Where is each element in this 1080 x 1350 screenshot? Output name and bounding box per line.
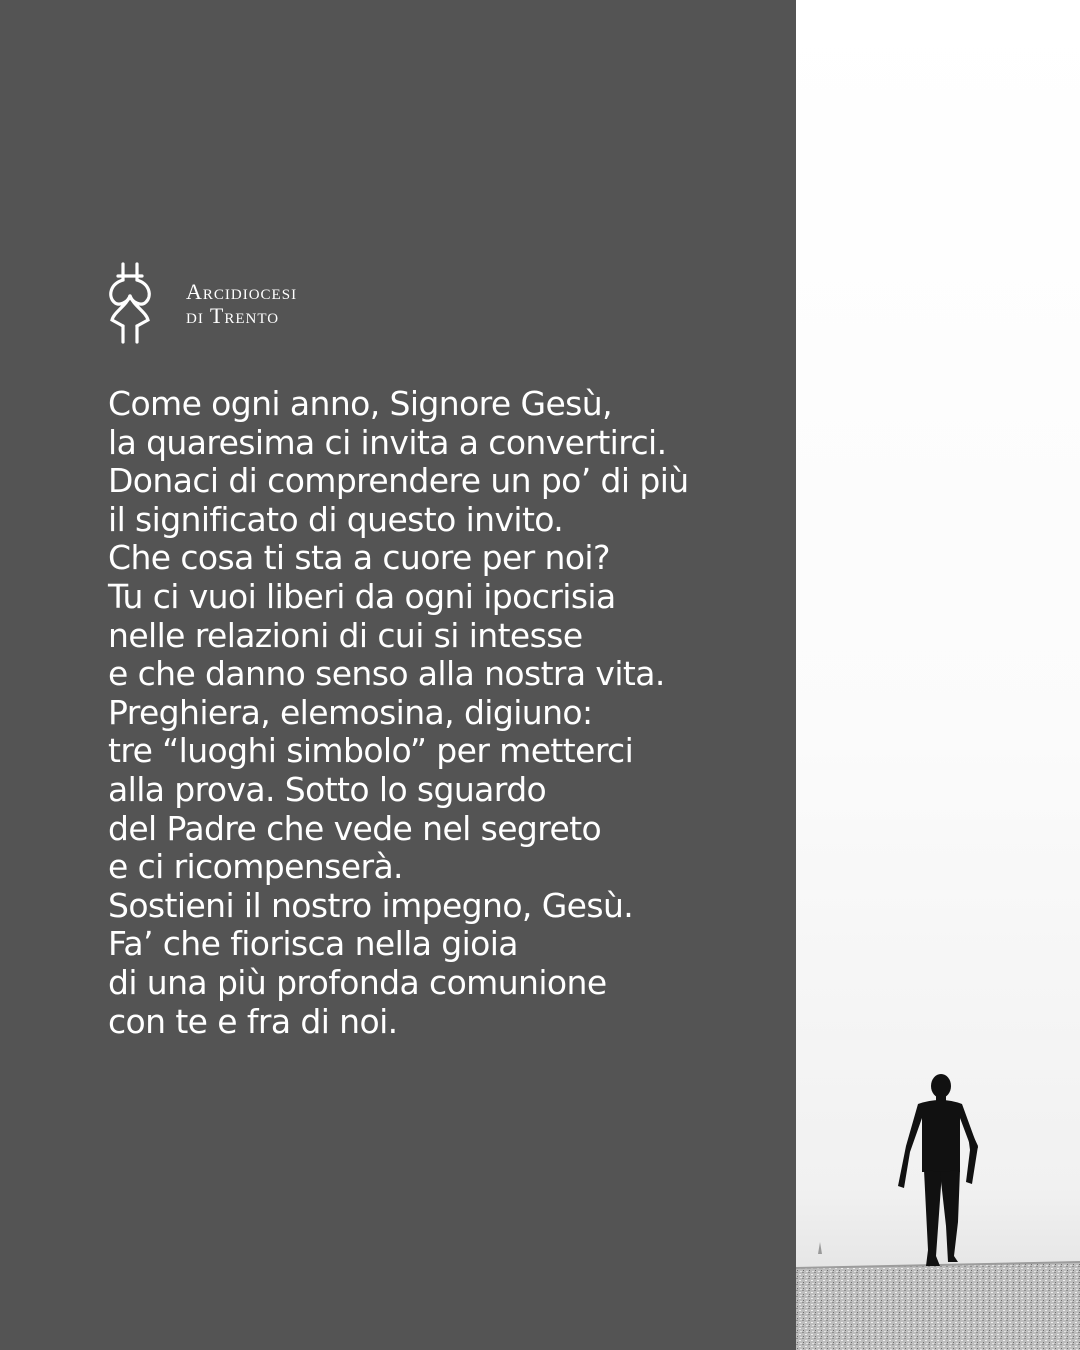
logo-line-1: Arcidiocesi bbox=[186, 279, 298, 304]
photo-panel bbox=[796, 0, 1080, 1350]
prayer-line: Tu ci vuoi liberi da ogni ipocrisia bbox=[108, 576, 616, 616]
logo-line-2: di Trento bbox=[186, 303, 280, 328]
walking-man-photo bbox=[796, 0, 1080, 1350]
prayer-line: Sostieni il nostro impegno, Gesù. bbox=[108, 885, 634, 925]
logo-wordmark bbox=[186, 280, 297, 328]
crossed-keys-icon bbox=[106, 262, 154, 344]
prayer-line: Preghiera, elemosina, digiuno: bbox=[108, 692, 593, 732]
prayer-line: e ci ricompenserà. bbox=[108, 847, 403, 887]
prayer-line: con te e fra di noi. bbox=[108, 1001, 398, 1041]
beach-ground bbox=[796, 1262, 1080, 1350]
prayer-line: alla prova. Sotto lo sguardo bbox=[108, 769, 547, 809]
distant-sail bbox=[818, 1242, 822, 1254]
prayer-line: Che cosa ti sta a cuore per noi? bbox=[108, 538, 610, 578]
diocese-logo bbox=[106, 262, 376, 344]
prayer-line: Fa’ che fiorisca nella gioia bbox=[108, 924, 518, 964]
prayer-line: la quaresima ci invita a convertirci. bbox=[108, 422, 667, 462]
prayer-line: il significato di questo invito. bbox=[108, 499, 564, 539]
prayer-line: nelle relazioni di cui si intesse bbox=[108, 615, 583, 655]
prayer-text bbox=[108, 385, 788, 1041]
prayer-line: Donaci di comprendere un po’ di più bbox=[108, 461, 689, 501]
prayer-line: di una più profonda comunione bbox=[108, 962, 607, 1002]
man-silhouette bbox=[898, 1074, 978, 1266]
prayer-line: Come ogni anno, Signore Gesù, bbox=[108, 384, 612, 423]
prayer-line: del Padre che vede nel segreto bbox=[108, 808, 602, 848]
prayer-line: tre “luoghi simbolo” per metterci bbox=[108, 731, 634, 771]
prayer-line: e che danno senso alla nostra vita. bbox=[108, 654, 665, 694]
